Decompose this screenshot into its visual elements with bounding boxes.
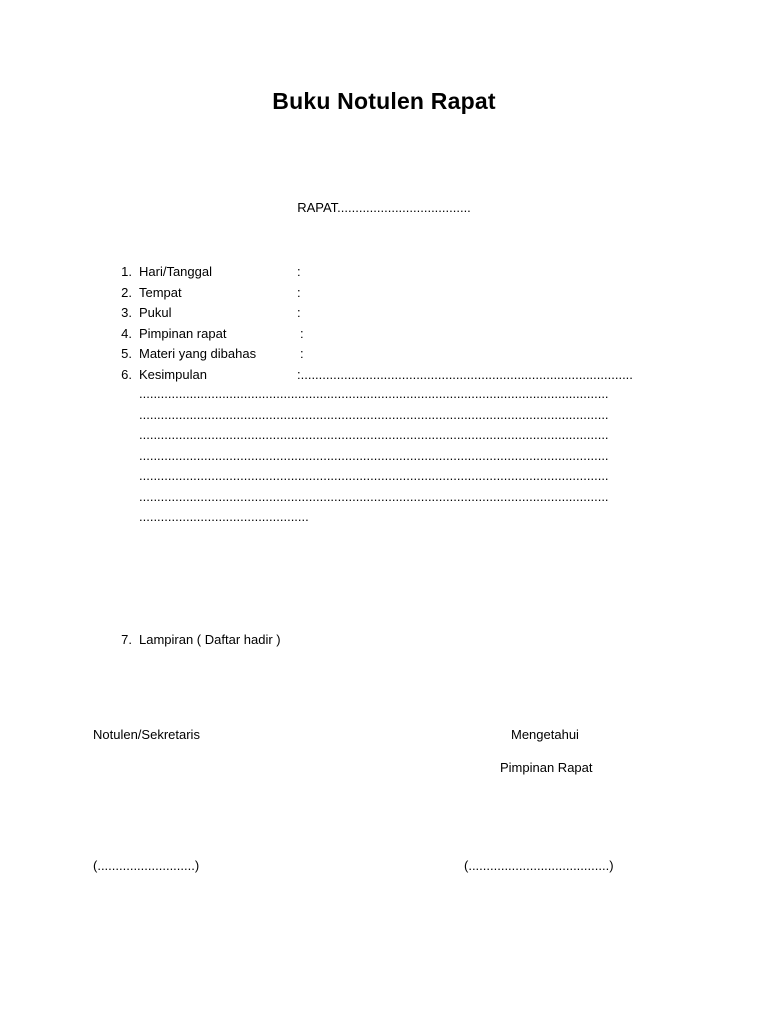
item-colon: : <box>297 264 301 279</box>
rapat-line: RAPAT..................................... <box>297 200 471 215</box>
kesimpulan-line: .................................................................................................................................. <box>139 489 609 504</box>
item-label: Pukul <box>139 305 172 321</box>
kesimpulan-line: .................................................................................................................................. <box>139 407 609 422</box>
pimpinan-signature-blank: (.......................................) <box>464 858 614 873</box>
notulen-title: Notulen/Sekretaris <box>93 727 200 742</box>
item-label: Lampiran ( Daftar hadir ) <box>139 632 281 647</box>
kesimpulan-line: .................................................................................................................................. <box>139 386 609 401</box>
item-colon: :............................................................................................ <box>297 366 633 382</box>
kesimpulan-line: .................................................................................................................................. <box>139 448 609 463</box>
notulen-signature-blank: (...........................) <box>93 858 200 873</box>
item-label: Kesimpulan <box>139 366 207 382</box>
item-number: 5. <box>121 346 132 362</box>
item-number: 1. <box>121 264 132 279</box>
pimpinan-title: Pimpinan Rapat <box>500 760 593 775</box>
item-number: 7. <box>121 632 132 647</box>
item-label: Materi yang dibahas <box>139 346 257 362</box>
item-label: Pimpinan rapat <box>139 325 227 341</box>
page-title: Buku Notulen Rapat <box>272 88 496 114</box>
item-colon: : <box>300 325 304 341</box>
item-colon: : <box>300 346 304 362</box>
item-label: Hari/Tanggal <box>139 264 212 279</box>
item-number: 4. <box>121 325 132 341</box>
kesimpulan-line: .................................................................................................................................. <box>139 427 609 442</box>
kesimpulan-line: .................................................................................................................................. <box>139 468 609 483</box>
item-number: 2. <box>121 284 132 300</box>
mengetahui-title: Mengetahui <box>511 727 579 742</box>
kesimpulan-line: ............................................... <box>139 509 309 524</box>
item-colon: : <box>297 305 301 321</box>
item-number: 3. <box>121 305 132 321</box>
item-colon: : <box>297 284 301 300</box>
item-number: 6. <box>121 366 132 382</box>
item-label: Tempat <box>139 284 182 300</box>
